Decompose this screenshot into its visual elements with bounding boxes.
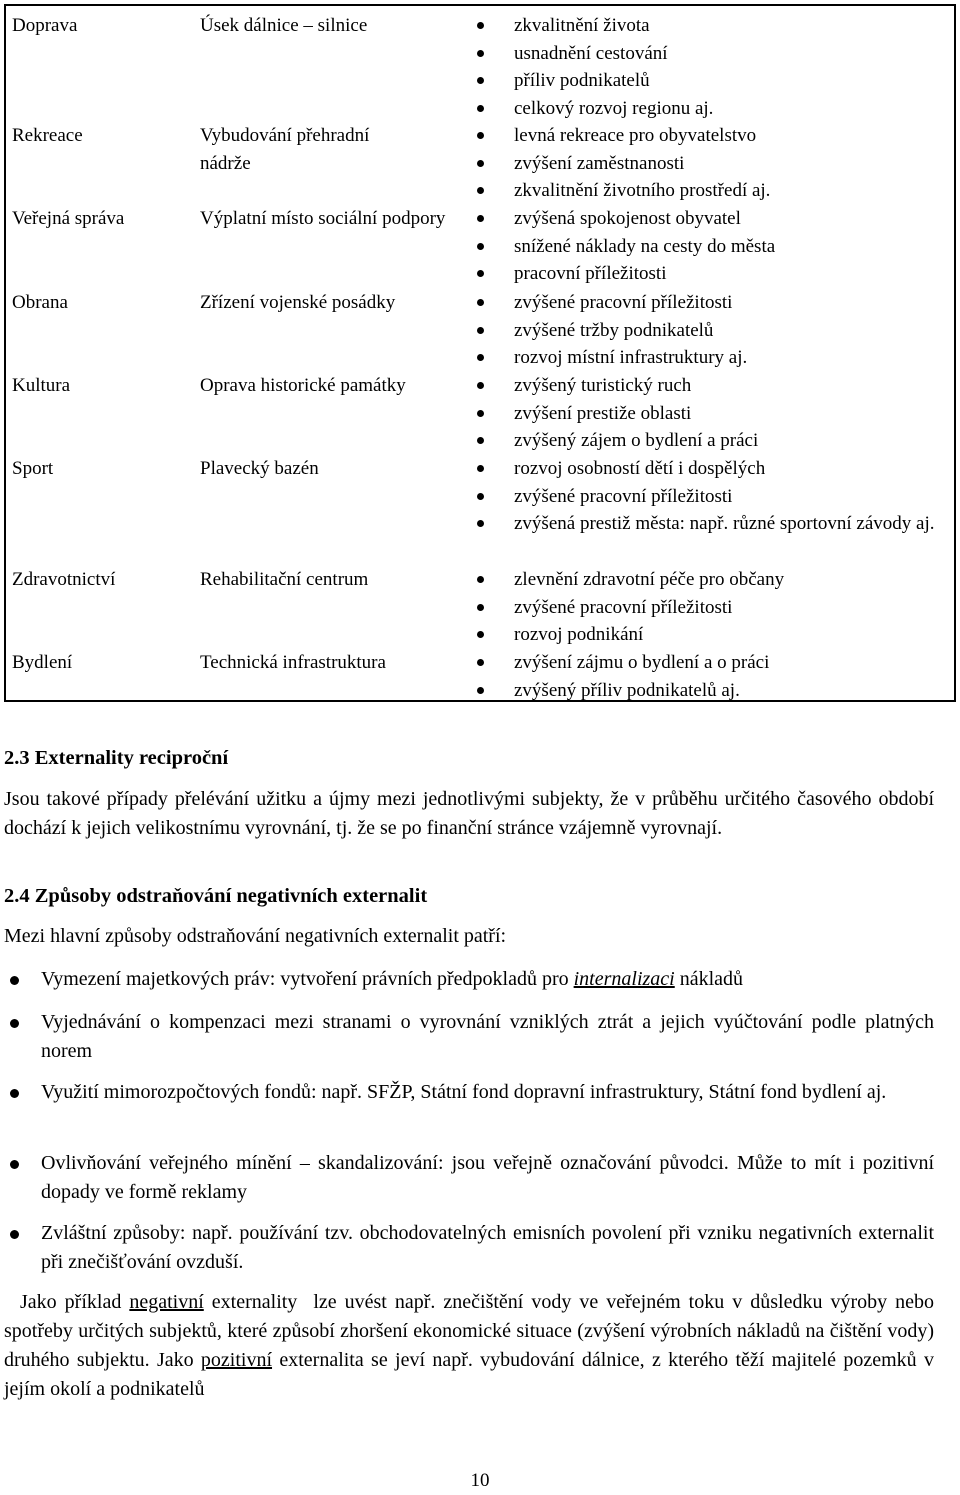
bullet-icon: [477, 631, 484, 638]
list-item: rozvoj podnikání: [474, 621, 956, 649]
sector-cell: Zdravotnictví: [12, 569, 116, 590]
sector-cell: Obrana: [12, 292, 68, 313]
bullet-icon: [477, 299, 484, 306]
bullet-icon: [477, 520, 484, 527]
sector-cell: Rekreace: [12, 125, 83, 146]
bullet-icon: [477, 50, 484, 57]
bullet-text: Ovlivňování veřejného mínění – skandalizování: jsou veřejně označování původci. Může to mít i pozitivní dopady ve formě reklamy: [41, 1152, 934, 1203]
sector-cell: Veřejná správa: [12, 208, 125, 229]
project-cell: Zřízení vojenské posádky: [200, 292, 396, 313]
list-item: [4, 1008, 934, 1066]
bullet-icon: [477, 465, 484, 472]
list-item: zvýšená prestiž města: např. různé sportovní závody aj.: [474, 510, 956, 538]
underlined-term: negativní: [129, 1291, 204, 1313]
bullet-text: Využití mimorozpočtových fondů: např. SFŽP, Státní fond dopravní infrastruktury, Státní fond bydlení aj.: [41, 1081, 887, 1103]
bullet-icon: [477, 687, 484, 694]
bullet-icon: [477, 105, 484, 112]
list-item: rozvoj osobností dětí i dospělých: [474, 455, 956, 483]
section-heading-2-4: 2.4 Způsoby odstraňování negativních externalit: [4, 885, 428, 907]
list-item: zvýšení zájmu o bydlení a o práci: [474, 649, 956, 677]
bullet-icon: [477, 327, 484, 334]
effects-cell: [474, 122, 956, 205]
section-heading-2-3: 2.3 Externality reciproční: [4, 747, 229, 769]
bullet-icon: [477, 493, 484, 500]
bullet-icon: [477, 132, 484, 139]
bullet-text: Zvláštní způsoby: např. používání tzv. obchodovatelných emisních povolení při vzniku negativních externalit při znečišťování ovzduší.: [41, 1222, 934, 1273]
bullet-icon: [477, 270, 484, 277]
list-item: zlevnění zdravotní péče pro občany: [474, 566, 956, 594]
effects-cell: [474, 455, 956, 538]
bullet-text: Vyjednávání o kompenzaci mezi stranami o vyrovnání vzniklých ztrát a jejich vyúčtování podle platných norem: [41, 1011, 934, 1062]
effects-cell: [474, 372, 956, 455]
externalities-table: [4, 4, 956, 702]
list-item: zvýšený turistický ruch: [474, 372, 956, 400]
bullet-icon: [477, 215, 484, 222]
bullet-icon: [477, 659, 484, 666]
list-item: zvýšené pracovní příležitosti: [474, 483, 956, 511]
project-cell: Výplatní místo sociální podpory: [200, 208, 446, 229]
bullet-icon: [477, 77, 484, 84]
bullet-text: Vymezení majetkových práv: vytvoření právních předpokladů pro internalizaci nákladů: [41, 968, 744, 990]
sector-cell: Kultura: [12, 375, 71, 396]
bullet-icon: [477, 354, 484, 361]
list-item: rozvoj místní infrastruktury aj.: [474, 344, 956, 372]
list-item: levná rekreace pro obyvatelstvo: [474, 122, 956, 150]
list-item: zvýšení zaměstnanosti: [474, 150, 956, 178]
bullet-icon: [477, 604, 484, 611]
project-cell: Rehabilitační centrum: [200, 569, 369, 590]
effects-cell: [474, 205, 956, 288]
sector-cell: Doprava: [12, 15, 78, 36]
list-item: zvýšené pracovní příležitosti: [474, 289, 956, 317]
page-number: 10: [470, 1470, 490, 1491]
list-item: snížené náklady na cesty do města: [474, 233, 956, 261]
list-item: usnadnění cestování: [474, 40, 956, 68]
project-cell: Vybudování přehradní nádrže: [200, 125, 370, 174]
list-item: zvýšený zájem o bydlení a práci: [474, 427, 956, 455]
list-item: zvýšený příliv podnikatelů aj.: [474, 677, 956, 705]
list-item: [4, 965, 934, 994]
link-internalizace[interactable]: internalizaci: [573, 968, 675, 990]
list-item: zvýšené pracovní příležitosti: [474, 594, 956, 622]
list-item: [4, 1219, 934, 1277]
bullet-icon: [10, 1019, 19, 1028]
bullet-icon: [10, 1230, 19, 1239]
list-item: [4, 1078, 934, 1107]
list-item: zkvalitnění životního prostředí aj.: [474, 177, 956, 205]
bullet-icon: [10, 1089, 19, 1098]
effects-cell: [474, 12, 956, 122]
list-item: zkvalitnění života: [474, 12, 956, 40]
list-item: zvýšená spokojenost obyvatel: [474, 205, 956, 233]
project-cell: Plavecký bazén: [200, 458, 319, 479]
bullet-icon: [477, 437, 484, 444]
list-item: zvýšené tržby podnikatelů: [474, 317, 956, 345]
bullet-icon: [10, 1160, 19, 1169]
list-item: příliv podnikatelů: [474, 67, 956, 95]
bullet-icon: [477, 243, 484, 250]
paragraph: Jsou takové případy přelévání užitku a újmy mezi jednotlivými subjekty, že v průběhu určitého časového období dochází k jejich velikostnímu vyrovnání, tj. že se po finanční stránce vzájemně vyrovnají.: [4, 788, 934, 839]
bullet-icon: [10, 976, 19, 985]
closing-paragraph: Jako příklad negativní externality lze uvést např. znečištění vody ve veřejném toku v důsledku výroby nebo spotřeby určitých subjektů, které způsobí zhoršení ekonomické situace (zvýšení výrobních nákladů na čištění vody) druhého subjektu. Jako pozitivní externalita se jeví např. vybudování dálnice, z kterého těží majitelé pozemků v jejím okolí a podnikatelů: [4, 1291, 940, 1400]
underlined-term: pozitivní: [200, 1349, 273, 1371]
project-cell: Úsek dálnice – silnice: [200, 15, 368, 36]
intro-text: Mezi hlavní způsoby odstraňování negativních externalit patří:: [4, 925, 507, 947]
project-cell: Technická infrastruktura: [200, 652, 386, 673]
effects-cell: [474, 566, 956, 649]
bullet-icon: [477, 382, 484, 389]
sector-cell: Sport: [12, 458, 54, 479]
project-cell: Oprava historické památky: [200, 375, 406, 396]
list-item: [4, 1149, 934, 1207]
bullet-icon: [477, 576, 484, 583]
sector-cell: Bydlení: [12, 652, 73, 673]
effects-cell: [474, 289, 956, 372]
list-item: celkový rozvoj regionu aj.: [474, 95, 956, 123]
bullet-icon: [477, 160, 484, 167]
effects-cell: [474, 649, 956, 704]
bullet-icon: [477, 410, 484, 417]
list-item: zvýšení prestiže oblasti: [474, 400, 956, 428]
bullet-icon: [477, 22, 484, 29]
bullet-icon: [477, 187, 484, 194]
list-item: pracovní příležitosti: [474, 260, 956, 288]
